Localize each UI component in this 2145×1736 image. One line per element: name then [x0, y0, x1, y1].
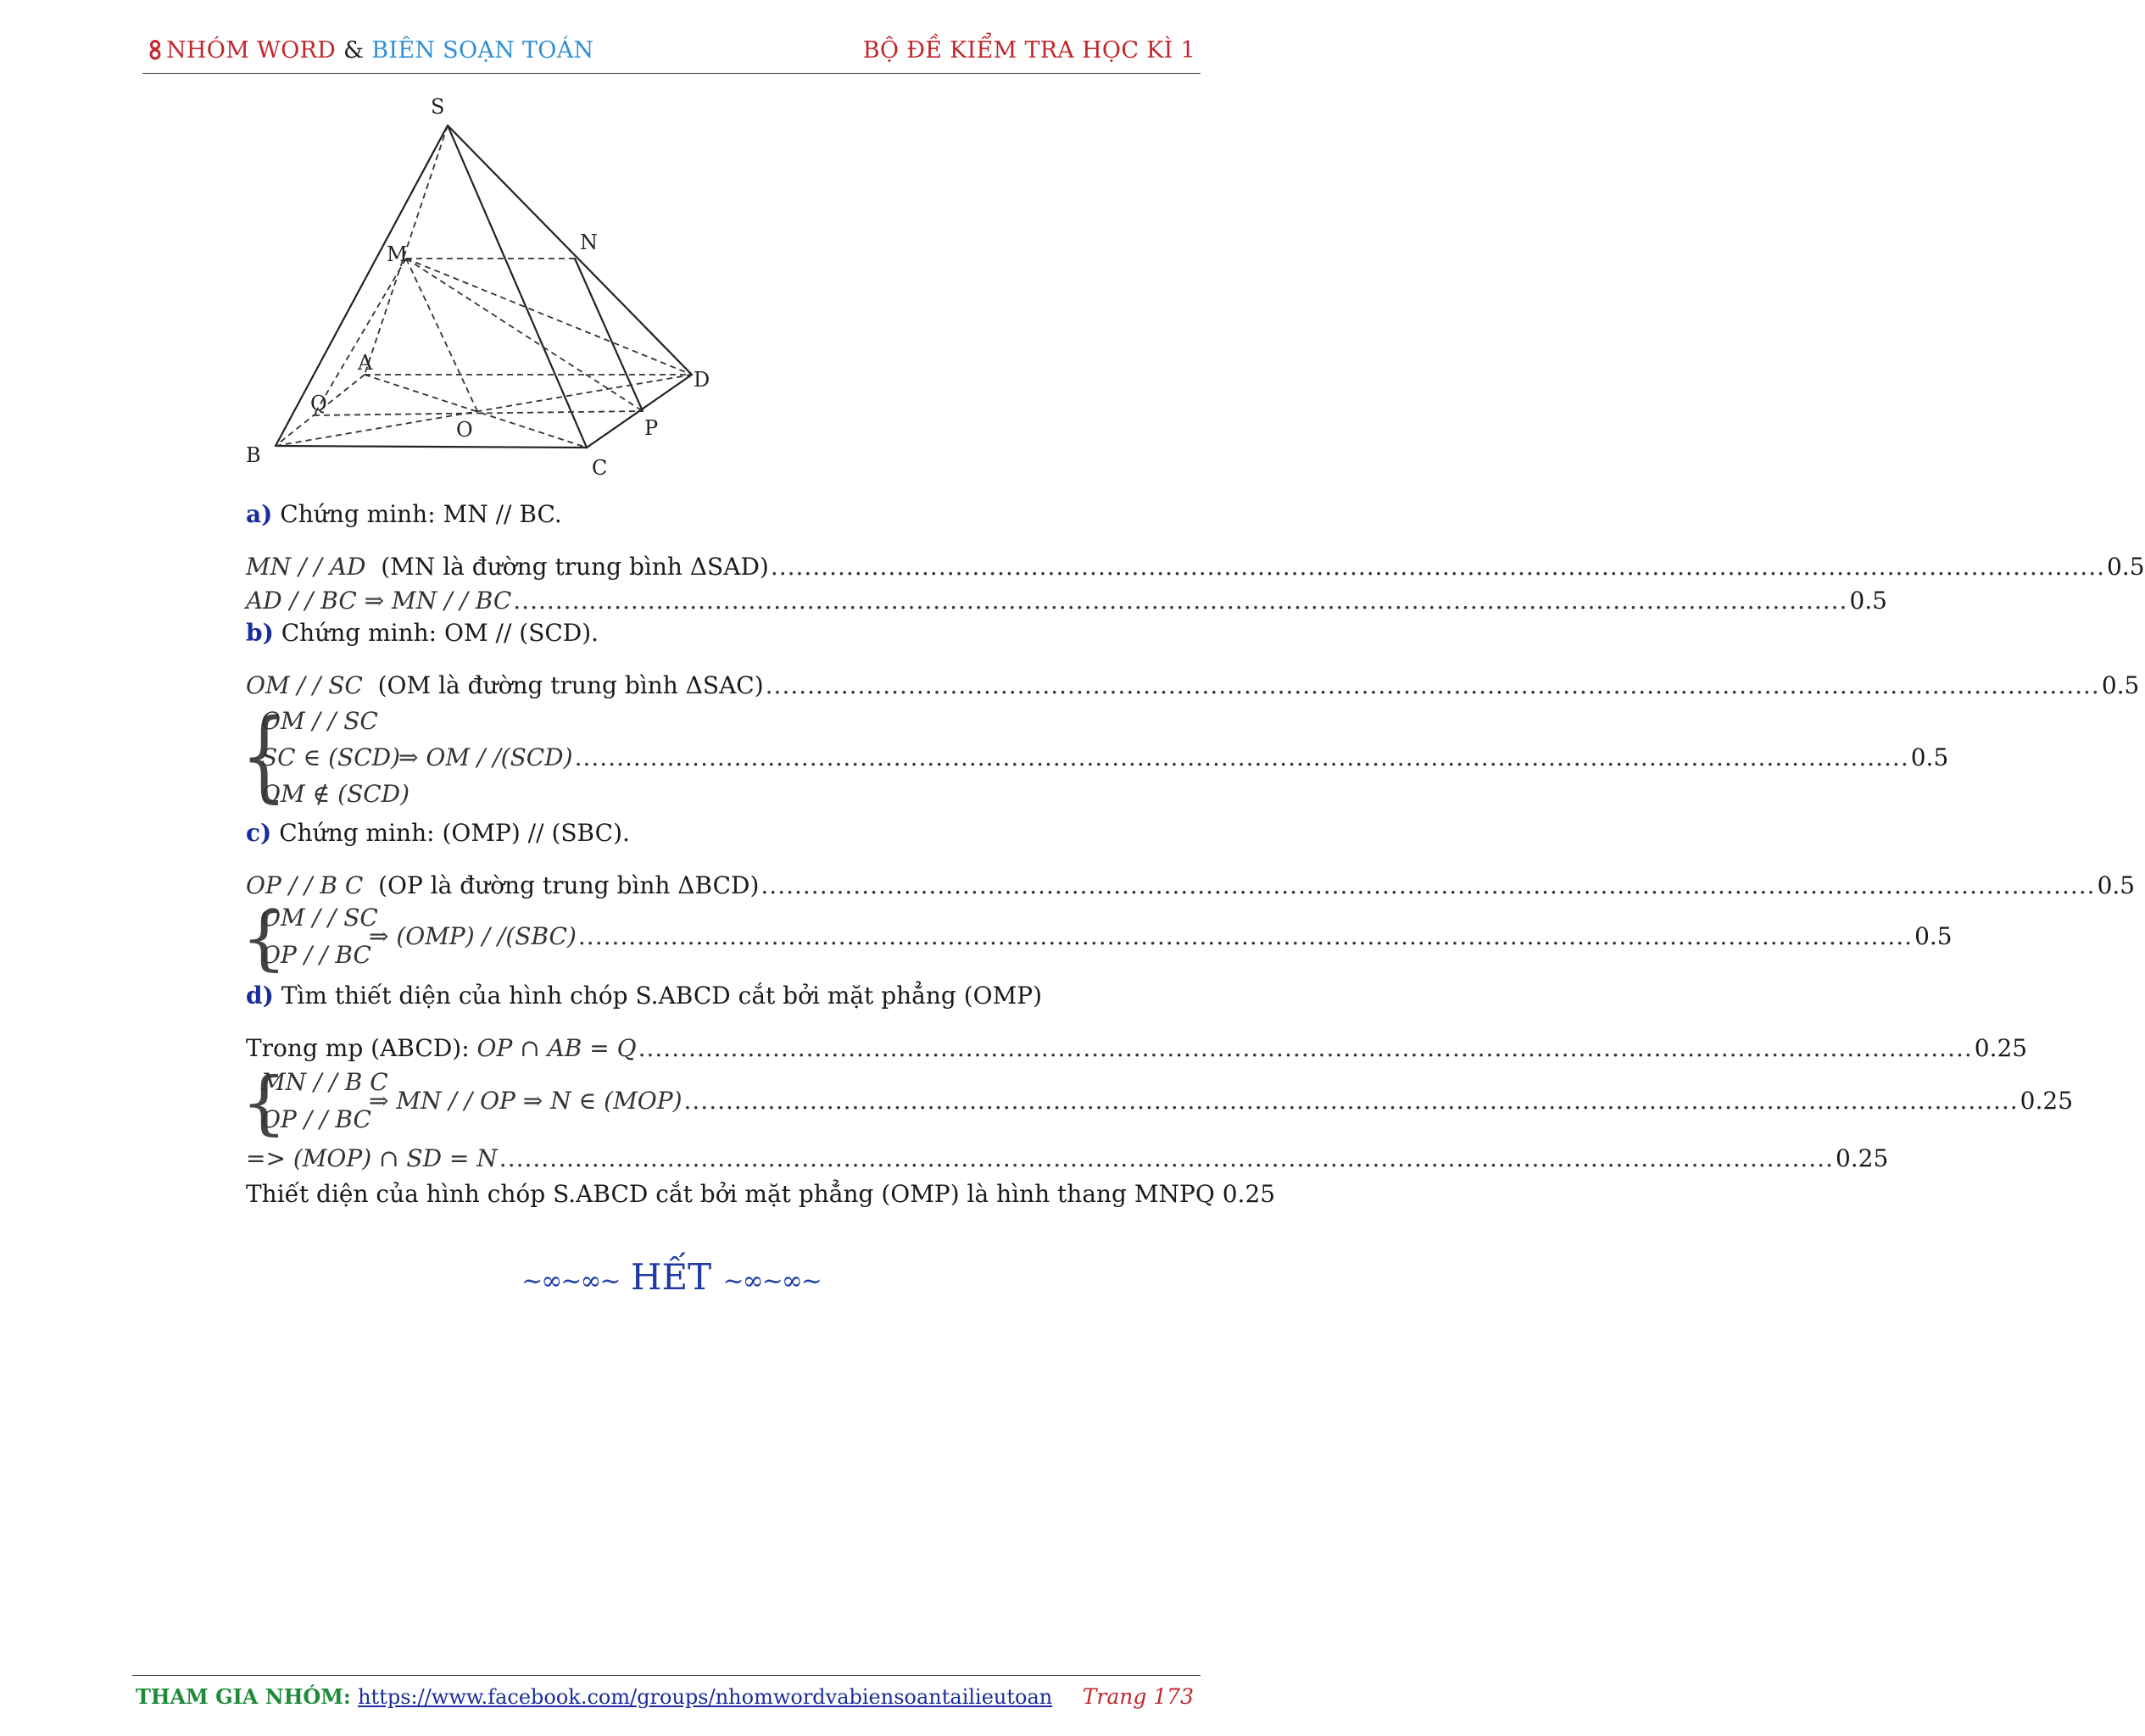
part-c-line-1-score: 0.5	[2097, 871, 2136, 899]
part-d-system-1: MN / / B C	[261, 1068, 388, 1096]
part-c-system-2: OP / / BC	[261, 941, 371, 969]
part-b-heading	[246, 619, 1187, 651]
edge-SC	[448, 125, 587, 448]
part-d-line-1-text: Trong mp (ABCD):	[246, 1034, 470, 1062]
part-c-conclusion-score: 0.5	[1914, 922, 1953, 950]
part-d-system-2: OP / / BC	[261, 1105, 371, 1133]
label-P: P	[644, 416, 659, 440]
part-b-system-3: OM ∉ (SCD)	[261, 780, 410, 808]
part-d-line-3: => (MOP) ∩ SD = N ............................................................................................................................................................... 0.25	[246, 1144, 1889, 1172]
part-a-line-1: MN / / AD (MN là đường trung bình ΔSAD) ............................................................................................................................................................... 0.5	[246, 553, 2145, 581]
label-A: A	[358, 351, 373, 375]
part-b-label: b)	[246, 619, 274, 647]
part-d-final: Thiết diện của hình chóp S.ABCD cắt bởi mặt phẳng (OMP) là hình thang MNPQ 0.25	[246, 1180, 1276, 1208]
part-b-conclusion-score: 0.5	[1910, 743, 1949, 771]
part-c-line-1-text: (OP là đường trung bình ΔBCD)	[378, 871, 760, 899]
part-a-heading	[246, 500, 1187, 532]
part-a-line-2-math: AD / / BC ⇒ MN / / BC	[246, 587, 512, 615]
part-c-heading	[246, 819, 1187, 851]
label-M: M	[387, 242, 408, 266]
part-a-line-1-text: (MN là đường trung bình ΔSAD)	[381, 553, 769, 581]
label-C: C	[592, 456, 608, 480]
part-d-line-1-score: 0.25	[1974, 1034, 2028, 1062]
page-number: Trang 173	[1082, 1684, 1194, 1709]
part-d-brace: {	[241, 1062, 287, 1143]
header-title: BỘ ĐỀ KIỂM TRA HỌC KÌ 1	[862, 37, 1195, 64]
part-b-conclusion: ⇒ OM / /(SCD) ............................................................................................................................................................... 0.5	[398, 743, 1949, 771]
part-d-line-1: Trong mp (ABCD): OP ∩ AB = Q ............................................................................................................................................................... 0.25	[246, 1034, 2028, 1062]
header-brand-soan: BIÊN SOẠN TOÁN	[371, 37, 594, 64]
header-brand	[149, 37, 593, 64]
part-d-title: Tìm thiết diện của hình chóp S.ABCD cắt bởi mặt phẳng (OMP)	[281, 982, 1043, 1010]
part-d-conclusion: ⇒ MN / / OP ⇒ N ∈ (MOP) ............................................................................................................................................................... 0.25	[369, 1087, 2074, 1115]
label-Q: Q	[310, 392, 327, 415]
page-footer	[132, 1675, 1201, 1718]
label-O: O	[456, 418, 473, 442]
part-b-conclusion-math: ⇒ OM / /(SCD)	[398, 743, 573, 771]
brand-logo-icon	[149, 40, 161, 60]
left-ornament-icon: ~∞~∞~	[521, 1266, 620, 1296]
part-a-line-2: AD / / BC ⇒ MN / / BC ............................................................................................................................................................... 0.5	[246, 587, 1887, 615]
part-b-system-1: OM / / SC	[261, 707, 378, 735]
label-B: B	[246, 443, 261, 467]
part-b-line-1-score: 0.5	[2101, 671, 2140, 699]
seg-MD	[406, 259, 692, 375]
footer-join	[136, 1684, 1052, 1709]
part-d-heading	[246, 982, 1187, 1014]
header-brand-amp: &	[343, 37, 365, 64]
part-d-line-3-math: => (MOP) ∩ SD = N	[246, 1144, 498, 1172]
end-text: HẾT	[630, 1256, 712, 1298]
part-c-line-1-math: OP / / B C	[246, 871, 364, 899]
part-c-brace: {	[241, 898, 287, 979]
part-d-conclusion-score: 0.25	[2020, 1087, 2074, 1115]
footer-label: THAM GIA NHÓM:	[136, 1684, 351, 1709]
part-b-title: Chứng minh: OM // (SCD).	[281, 619, 599, 647]
part-c-label: c)	[246, 819, 272, 847]
end-marker	[0, 1256, 1342, 1298]
part-a-line-1-math: MN / / AD	[246, 553, 366, 581]
right-ornament-icon: ~∞~∞~	[722, 1266, 821, 1296]
part-b-brace: {	[241, 698, 287, 814]
part-d-conclusion-math: ⇒ MN / / OP ⇒ N ∈ (MOP)	[369, 1087, 682, 1115]
label-D: D	[694, 368, 710, 392]
part-d-label: d)	[246, 982, 274, 1010]
part-c-conclusion-math: ⇒ (OMP) / /(SBC)	[369, 922, 577, 950]
diag-AC	[365, 375, 587, 448]
pyramid-figure	[237, 93, 729, 492]
part-b-system-2: SC ∈ (SCD)	[261, 743, 401, 771]
part-b-line-1: OM / / SC (OM là đường trung bình ΔSAC) ............................................................................................................................................................... 0.5	[246, 671, 2140, 699]
header-brand-word: NHÓM WORD	[166, 37, 337, 64]
label-N: N	[580, 231, 598, 254]
diag-BD	[276, 375, 692, 446]
part-c-line-1: OP / / B C (OP là đường trung bình ΔBCD) ............................................................................................................................................................... 0.5	[246, 871, 2136, 899]
edge-SB	[276, 125, 448, 446]
part-d-line-1-math: OP ∩ AB = Q	[476, 1034, 637, 1062]
part-b-line-1-text: (OM là đường trung bình ΔSAC)	[377, 671, 764, 699]
edge-SD	[448, 125, 692, 375]
edge-BC	[276, 446, 587, 448]
part-a-line-1-score: 0.5	[2107, 553, 2145, 581]
part-b-line-1-math: OM / / SC	[246, 671, 363, 699]
part-a-label: a)	[246, 500, 273, 528]
page-header	[142, 34, 1201, 74]
part-d-line-3-score: 0.25	[1835, 1144, 1889, 1172]
footer-group-link[interactable]: https://www.facebook.com/groups/nhomwordvabiensoantailieutoan	[358, 1685, 1053, 1709]
pyramid-diagram	[237, 93, 729, 492]
part-c-system-1: OM / / SC	[261, 904, 378, 932]
part-c-title: Chứng minh: (OMP) // (SBC).	[279, 819, 630, 847]
label-S: S	[431, 95, 445, 119]
seg-MQ	[314, 259, 406, 415]
part-c-conclusion: ⇒ (OMP) / /(SBC) ............................................................................................................................................................... 0.5	[369, 922, 1953, 950]
part-a-line-2-score: 0.5	[1849, 587, 1887, 615]
part-a-title: Chứng minh: MN // BC.	[280, 500, 562, 528]
